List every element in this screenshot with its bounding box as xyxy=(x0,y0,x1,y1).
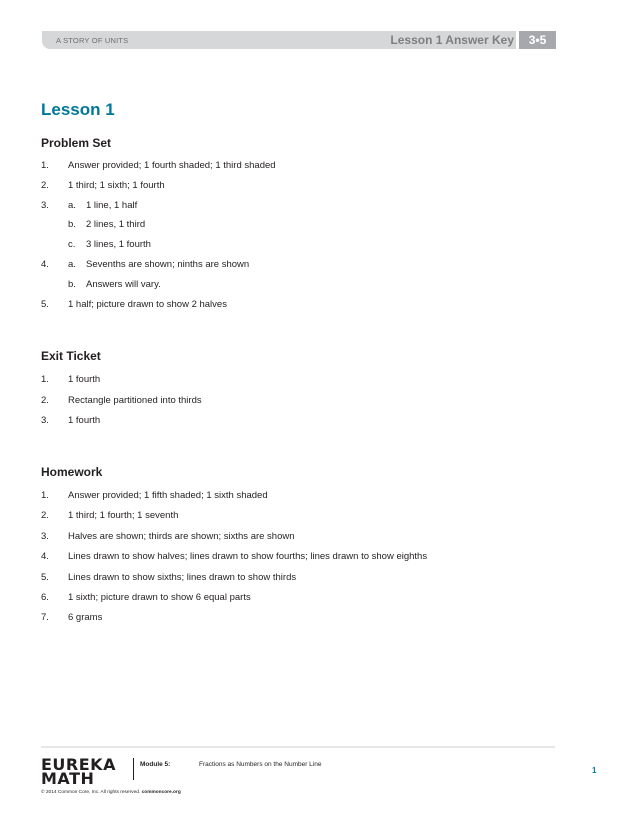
header-title: Lesson 1 Answer Key xyxy=(390,33,514,47)
item-text: 1 half; picture drawn to show 2 halves xyxy=(68,298,227,310)
item-text: 1 third; 1 sixth; 1 fourth xyxy=(68,179,165,191)
homework-title: Homework xyxy=(41,465,103,479)
grade-badge: 3•5 xyxy=(519,31,556,49)
item-number: 3. xyxy=(41,530,49,542)
item-letter: a. xyxy=(68,259,76,270)
item-text: Sevenths are shown; ninths are shown xyxy=(86,259,250,270)
item-number: 5. xyxy=(41,298,49,310)
item-letter: c. xyxy=(68,239,76,251)
item-text: Lines drawn to show halves; lines drawn to show fourths; lines drawn to show eighths xyxy=(68,551,428,563)
logo-line-2: MATH xyxy=(41,769,95,788)
copyright-text: © 2014 Common Core, Inc. All rights reserved. xyxy=(41,790,141,795)
page-number: 1 xyxy=(592,766,597,775)
eureka-math-logo xyxy=(41,755,116,788)
series-label: A STORY OF UNITS xyxy=(56,36,129,45)
item-number: 2. xyxy=(41,510,49,522)
exit-ticket-title: Exit Ticket xyxy=(41,349,101,363)
item-text: 1 fourth xyxy=(68,374,101,385)
item-letter: b. xyxy=(68,219,76,231)
item-text: Answer provided; 1 fourth shaded; 1 third shaded xyxy=(68,160,276,171)
item-text: Answers will vary. xyxy=(86,278,161,290)
item-number: 7. xyxy=(41,612,49,624)
item-number: 5. xyxy=(41,571,49,583)
item-text: Halves are shown; thirds are shown; sixths are shown xyxy=(68,530,295,542)
item-number: 1. xyxy=(41,490,49,501)
item-letter: a. xyxy=(68,199,76,211)
item-text: Rectangle partitioned into thirds xyxy=(68,394,202,406)
item-number: 6. xyxy=(41,592,49,603)
item-text: 2 lines, 1 third xyxy=(86,219,146,231)
item-letter: b. xyxy=(68,278,76,290)
module-label: Module 5: xyxy=(140,761,171,768)
footer-vertical-line xyxy=(133,758,134,780)
item-text: 1 third; 1 fourth; 1 seventh xyxy=(68,510,179,522)
copyright xyxy=(41,790,181,795)
item-text: 1 fourth xyxy=(68,415,101,426)
item-text: 6 grams xyxy=(68,612,103,624)
footer-divider xyxy=(41,746,555,748)
problem-set-title: Problem Set xyxy=(41,136,112,150)
module-description: Fractions as Numbers on the Number Line xyxy=(199,761,322,768)
item-number: 1. xyxy=(41,160,49,171)
item-text: 3 lines, 1 fourth xyxy=(86,239,151,251)
item-text: Lines drawn to show sixths; lines drawn to show thirds xyxy=(68,571,297,583)
logo-line-1: EUREKA xyxy=(41,755,116,774)
lesson-title: Lesson 1 xyxy=(41,100,115,119)
item-text: 1 line, 1 half xyxy=(86,199,138,211)
item-number: 4. xyxy=(41,259,49,270)
item-text: Answer provided; 1 fifth shaded; 1 sixth shaded xyxy=(68,490,268,501)
copyright-site: commoncore.org xyxy=(141,790,181,795)
item-number: 3. xyxy=(41,199,49,211)
item-number: 2. xyxy=(41,394,49,406)
item-number: 3. xyxy=(41,415,49,426)
item-number: 4. xyxy=(41,551,49,563)
item-number: 1. xyxy=(41,374,49,385)
item-text: 1 sixth; picture drawn to show 6 equal parts xyxy=(68,592,251,603)
item-number: 2. xyxy=(41,179,49,191)
